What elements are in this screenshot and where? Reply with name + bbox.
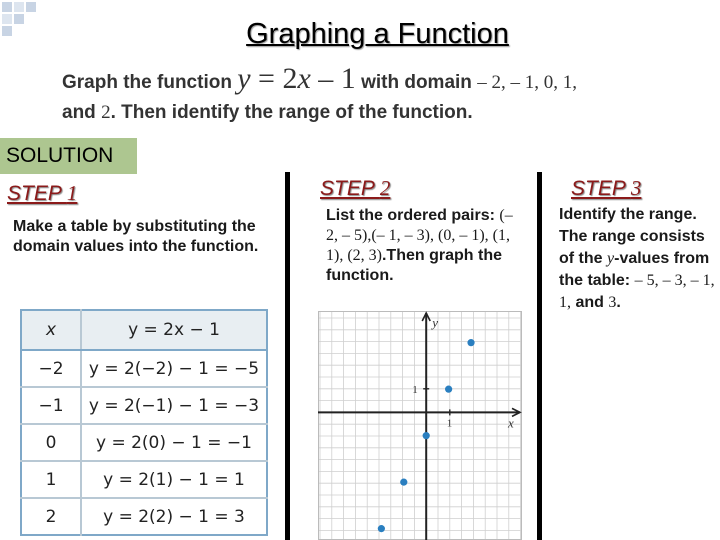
cell-y: y = 2(−2) − 1 = −5 (81, 350, 267, 387)
graph-axes (318, 313, 520, 540)
table-row (21, 387, 267, 424)
problem-text-2: with domain (355, 72, 478, 93)
problem-line-1 (62, 62, 577, 96)
table-row (21, 350, 267, 387)
cell-x: 2 (21, 498, 81, 535)
cell-y: y = 2(1) − 1 = 1 (81, 461, 267, 498)
problem-line-2: and 2. Then identify the range of the function. (62, 102, 473, 123)
table-row (21, 424, 267, 461)
graph-grid (318, 311, 522, 540)
step-2-text: List the ordered pairs: (– 2, – 5),(– 1, – 3), (0, – 1), (1, 1), (2, 3).Then graph the function. (326, 207, 513, 284)
domain-values: – 2, – 1, 0, 1, (477, 72, 577, 93)
x-tick-label: 1 (446, 417, 453, 430)
cell-y: y = 2(−1) − 1 = −3 (81, 387, 267, 424)
cell-x: −2 (21, 350, 81, 387)
cell-x: 0 (21, 424, 81, 461)
y-tick-label: 1 (412, 383, 418, 396)
cell-y: y = 2(2) − 1 = 3 (103, 506, 245, 527)
table-header-row (21, 310, 267, 350)
function-equation: y = 2x – 1 (237, 62, 356, 95)
graph-point (400, 479, 407, 486)
graph-point (378, 525, 385, 532)
y-axis-label: y (432, 315, 438, 330)
step-3-text: Identify the range. The range consists of the y-values from the table: – 5, – 3, – 1, 1, and 3. (559, 206, 715, 311)
problem-text: Graph the function (62, 72, 238, 93)
step-1-text: Make a table by substituting the domain values into the function. (13, 218, 259, 255)
page-title: Graphing a Function (246, 18, 509, 50)
divider-right (537, 172, 542, 540)
cell-x: 1 (21, 461, 81, 498)
step-2-heading: STEP 2 (320, 176, 391, 200)
graph-point (445, 386, 452, 393)
graph-point (467, 339, 474, 346)
graph-point (423, 432, 430, 439)
function-table (20, 309, 268, 536)
function-graph (318, 311, 522, 540)
table-row (21, 461, 267, 498)
step-1-heading: STEP 1 (7, 181, 78, 205)
divider-left (285, 172, 290, 540)
solution-label: SOLUTION (0, 138, 137, 174)
x-axis-label: x (508, 415, 514, 431)
cell-x: −1 (21, 387, 81, 424)
cell-y: y = 2(0) − 1 = −1 (81, 424, 267, 461)
graph-frame (319, 312, 522, 540)
table-row (21, 498, 267, 535)
header-y: y = 2x − 1 (81, 310, 267, 350)
step-3-heading: STEP 3 (571, 176, 642, 200)
header-x: x (21, 310, 81, 350)
